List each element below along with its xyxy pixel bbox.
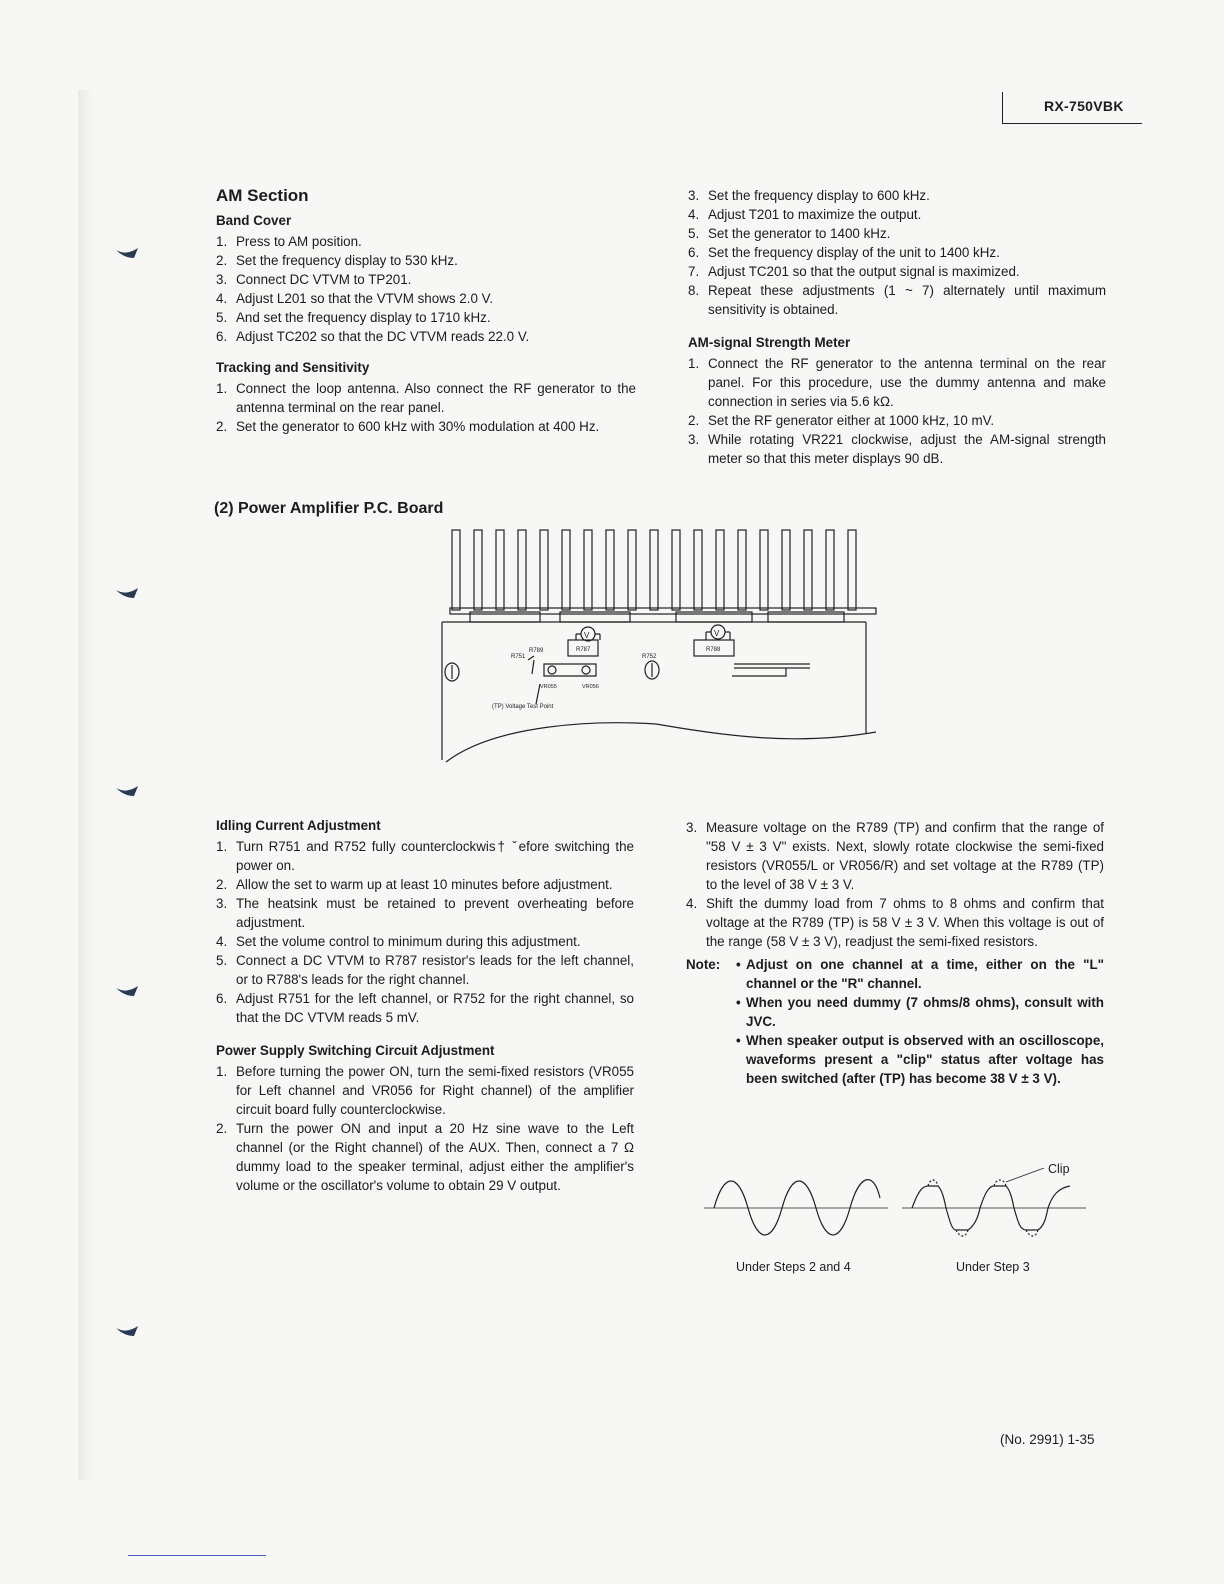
list-item: 2. Allow the set to warm up at least 10 minutes before adjustment. [216,877,613,892]
note-item: • Adjust on one channel at a time, either on the "L" channel or the "R" channel. [736,957,1104,991]
list-item: 5. Connect a DC VTVM to R787 resistor's leads for the left channel, or to R788's leads for the right channel. [216,953,634,987]
tracking-steps [216,379,636,436]
svg-text:R751: R751 [511,654,526,660]
list-item: 5. And set the frequency display to 1710 kHz. [216,310,491,325]
list-item: 1. Connect the RF generator to the antenna terminal on the rear panel. For this procedure, use the dummy antenna and make connection in series via 5.6 kΩ. [688,356,1106,409]
svg-text:VR055: VR055 [540,684,557,690]
list-item: 4. Shift the dummy load from 7 ohms to 8 ohms and confirm that voltage at the R789 (TP) is 58 V ± 3 V. When this voltage is out of the range (58 V ± 3 V), readjust the semi-fixed resistors. [686,896,1104,949]
sine-wave-clipped [902,1168,1086,1253]
list-item: 7. Adjust TC201 so that the output signal is maximized. [688,264,1020,279]
binding-hole-mark [116,248,138,260]
sine-wave-normal [704,1168,888,1253]
list-item: 6. Adjust TC202 so that the DC VTVM reads 22.0 V. [216,329,530,344]
svg-text:R789: R789 [529,648,544,654]
list-item: 3. The heatsink must be retained to prevent overheating before adjustment. [216,896,634,930]
list-item: 2. Set the frequency display to 530 kHz. [216,253,458,268]
binding-hole-mark [116,786,138,798]
list-item: 3. While rotating VR221 clockwise, adjust the AM-signal strength meter so that this meter displays 90 dB. [688,432,1106,466]
scan-edge [78,90,94,1480]
svg-text:R788: R788 [706,647,721,653]
list-item: 4. Set the volume control to minimum during this adjustment. [216,934,581,949]
binding-hole-mark [116,986,138,998]
svg-text:(TP) Voltage Test Point: (TP) Voltage Test Point [492,704,554,710]
list-item: 6. Adjust R751 for the left channel, or R752 for the right channel, so that the DC VTVM reads 5 mV. [216,991,634,1025]
section-heading: (2) Power Amplifier P.C. Board [214,500,444,517]
header-rule [1002,92,1003,124]
binding-hole-mark [116,1326,138,1338]
list-item: 4. Adjust L201 so that the VTVM shows 2.0 V. [216,291,494,306]
am-section-right [688,186,1106,468]
list-item: 1. Press to AM position. [216,234,362,249]
header-rule [1002,123,1142,124]
note-label: Note: [686,957,721,972]
band-cover-steps [216,232,636,346]
svg-text:R787: R787 [576,647,591,653]
list-item: 6. Set the frequency display of the unit to 1400 kHz. [688,245,1000,260]
model-number: RX-750VBK [1044,98,1124,114]
svg-text:V: V [714,629,720,638]
list-item: 1. Turn R751 and R752 fully counterclockwis† ˇefore switching the power on. [216,839,634,873]
subsection-heading: Idling Current Adjustment [216,818,381,833]
tracking-steps-continued [688,186,1106,319]
list-item: 1. Before turning the power ON, turn the semi-fixed resistors (VR055 for Left channel and VR056 for Right channel) of the amplifier circuit board fully counterclockwise. [216,1064,634,1117]
svg-text:R752: R752 [642,654,657,660]
signal-meter-steps [688,354,1106,468]
note-item: • When speaker output is observed with an oscilloscope, waveforms present a "clip" status after voltage has been switched (after (TP) has become 38 V ± 3 V). [736,1033,1104,1086]
power-amplifier-board-diagram [436,524,880,773]
clip-label: Clip [1048,1162,1070,1176]
svg-text:VR056: VR056 [582,684,599,690]
list-item: 5. Set the generator to 1400 kHz. [688,226,891,241]
idling-steps [216,837,634,1027]
scan-artifact-line [128,1555,266,1556]
list-item: 1. Connect the loop antenna. Also connect the RF generator to the antenna terminal on the rear panel. [216,381,636,415]
svg-text:V: V [584,631,590,640]
binding-hole-mark [116,588,138,600]
am-section-left [216,186,636,436]
list-item: 2. Set the generator to 600 kHz with 30% modulation at 400 Hz. [216,419,600,434]
list-item: 3. Measure voltage on the R789 (TP) and confirm that the range of "58 V ± 3 V" exists. Next, slowly rotate clockwise the semi-fixed resistors (VR055/L or VR056/R) and set voltage at the R789 (TP) to the level of 38 V ± 3 V. [686,820,1104,892]
subsection-heading: Band Cover [216,213,292,228]
list-item: 2. Set the RF generator either at 1000 kHz, 10 mV. [688,413,995,428]
idling-section-left [216,816,634,1195]
subsection-heading: Tracking and Sensitivity [216,360,370,375]
waveform-caption: Under Steps 2 and 4 [736,1260,851,1274]
idling-steps-continued [686,818,1104,951]
waveform-caption: Under Step 3 [956,1260,1030,1274]
list-item: 4. Adjust T201 to maximize the output. [688,207,922,222]
list-item: 3. Connect DC VTVM to TP201. [216,272,412,287]
subsection-heading: AM-signal Strength Meter [688,335,851,350]
list-item: 3. Set the frequency display to 600 kHz. [688,188,930,203]
list-item: 2. Turn the power ON and input a 20 Hz sine wave to the Left channel (or the Right channel) of the AUX. Then, connect a 7 Ω dummy load to the speaker terminal, adjust either the amplifier's volume or the oscillator's volume to obtain 29 V output. [216,1121,634,1193]
page-number: (No. 2991) 1-35 [1000,1432,1095,1447]
power-supply-steps [216,1062,634,1195]
heatsink-fins [452,530,856,610]
section-heading: AM Section [216,186,309,205]
idling-section-right [686,818,1104,1088]
list-item: 8. Repeat these adjustments (1 ~ 7) alternately until maximum sensitivity is obtained. [688,283,1106,317]
notes [686,955,1104,1088]
subsection-heading: Power Supply Switching Circuit Adjustment [216,1043,495,1058]
note-item: • When you need dummy (7 ohms/8 ohms), consult with JVC. [736,995,1104,1029]
